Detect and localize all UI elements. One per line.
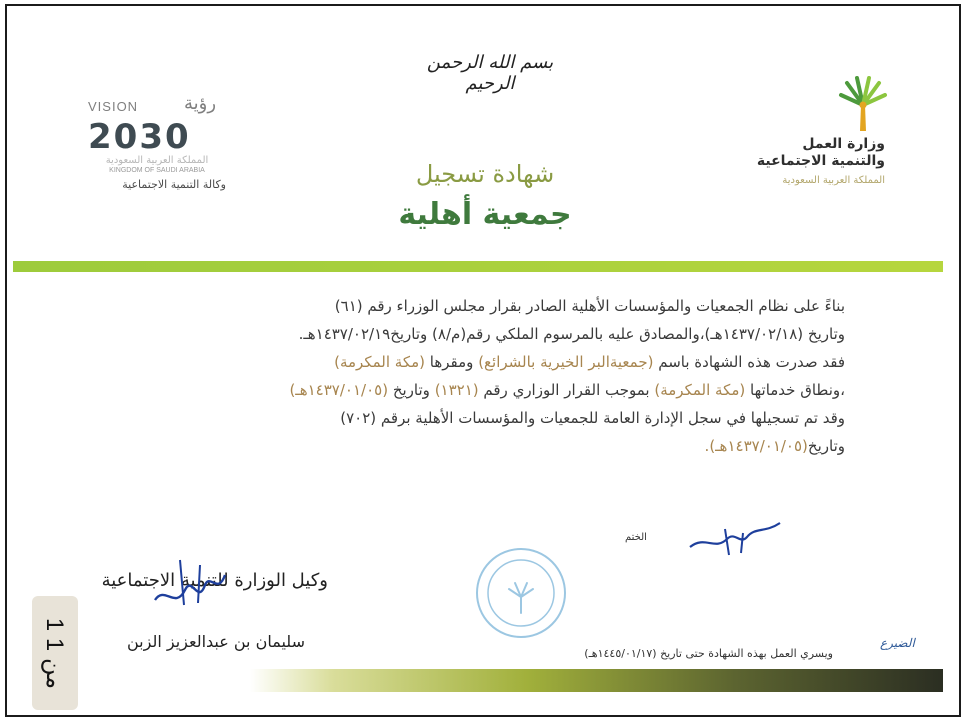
service-area: (مكة المكرمة) [654, 381, 746, 399]
official-stamp [473, 545, 569, 645]
palm-icon [835, 75, 891, 133]
decision-number: (١٣٢١) [434, 381, 479, 399]
footer-signature: الضيرع [880, 636, 915, 650]
signature-scribble [685, 515, 785, 567]
seal-label: الختم [625, 532, 647, 543]
undersecretary-name: سليمان بن عبدالعزيز الزبن [127, 632, 305, 651]
vision-word: VISION [88, 99, 139, 114]
body-line-4 [80, 376, 845, 404]
body-line-3-prefix: فقد صدرت هذه الشهادة باسم [653, 353, 845, 371]
decision-date: (١٤٣٧/٠١/٠٥هـ) [289, 381, 389, 399]
ministry-country: المملكة العربية السعودية [782, 175, 885, 186]
agency-name: وكالة التنمية الاجتماعية [122, 178, 226, 191]
association-name: (جمعيةالبر الخيرية بالشرائع) [478, 353, 654, 371]
vision-year: 2030 [88, 117, 191, 157]
body-line-1: بناءً على نظام الجمعيات والمؤسسات الأهلية الصادر بقرار مجلس الوزراء رقم (٦١) [334, 297, 845, 315]
ministry-name-line1: وزارة العمل [802, 136, 885, 152]
footer-gradient-bar [250, 669, 943, 692]
validity-statement: ويسري العمل بهذه الشهادة حتى تاريخ (١٤٤٥/٠١/١٧هـ) [584, 647, 833, 660]
undersecretary-title: وكيل الوزارة للتنمية الاجتماعية [101, 570, 328, 591]
body-line-6-prefix: وتاريخ [807, 437, 845, 455]
vision-word-ar: رؤية [184, 93, 217, 114]
vision-kingdom-en: KINGDOM OF SAUDI ARABIA [109, 167, 205, 174]
page-indicator [32, 596, 78, 710]
certificate-subtitle: جمعية أهلية [398, 197, 572, 232]
page-number: 1 من 1 [41, 617, 69, 689]
certificate-title: شهادة تسجيل [415, 160, 555, 188]
body-line-4-prefix: ،ونطاق خدماتها [745, 381, 845, 399]
certificate-body [80, 292, 845, 460]
body-line-2: وتاريخ (١٤٣٧/٠٢/١٨هـ)،والمصادق عليه بالمرسوم الملكي رقم(م/٨) وتاريخ١٤٣٧/٠٢/١٩هـ. [298, 325, 845, 343]
body-line-5: وقد تم تسجيلها في سجل الإدارة العامة للجمعيات والمؤسسات الأهلية برقم (٧٠٢) [340, 409, 845, 427]
body-line-4-middle: بموجب القرار الوزاري رقم [478, 381, 655, 399]
body-line-3-middle: ومقرها [425, 353, 479, 371]
ministry-name [735, 136, 885, 170]
vision-kingdom-ar: المملكة العربية السعودية [105, 155, 209, 166]
basmala: بسم الله الرحمن الرحيم [426, 52, 554, 94]
body-line-4-middle2: وتاريخ [388, 381, 435, 399]
green-divider [13, 261, 943, 272]
ministry-name-line2: والتنمية الاجتماعية [756, 153, 885, 169]
headquarters: (مكة المكرمة) [334, 353, 426, 371]
ministry-logo [835, 75, 891, 137]
body-line-3 [80, 348, 845, 376]
undersecretary-signature [150, 555, 230, 619]
registration-date: (١٤٣٧/٠١/٠٥هـ). [704, 437, 808, 455]
body-line-6 [80, 432, 845, 460]
